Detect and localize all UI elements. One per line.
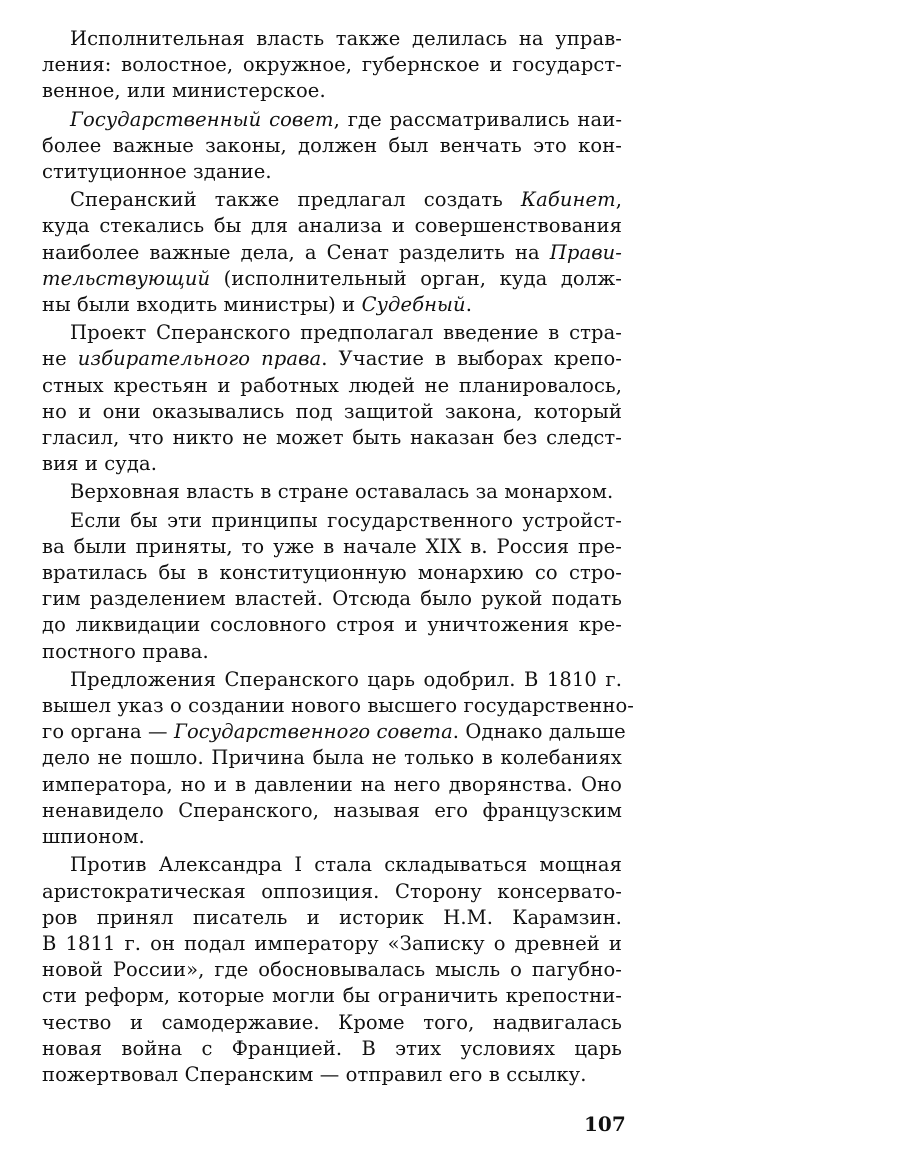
text-line [42, 213, 622, 239]
italic-term: Прави- [549, 240, 622, 264]
text-line [42, 639, 622, 665]
text-run: Предложения Сперанского царь одобрил. В 1810 г. [70, 667, 622, 691]
text-line [42, 586, 622, 612]
italic-term: тельствующий [42, 266, 211, 290]
text-line [42, 693, 634, 719]
text-run: куда стекались бы для анализа и совершенствования [42, 214, 622, 238]
text-line [42, 852, 622, 878]
text-line [42, 1062, 622, 1088]
paragraph [42, 479, 622, 505]
text-run: Исполнительная власть также делилась на управ- [70, 27, 622, 50]
text-run: , [615, 188, 622, 212]
text-run: го органа — [42, 720, 174, 744]
text-line [42, 133, 622, 159]
text-run: , где рассматривались наи- [333, 107, 623, 131]
text-run: ны были входить министры) и [42, 293, 362, 317]
text-line [42, 560, 622, 586]
text-run: императора, но и в давлении на него дворянства. Оно [42, 772, 622, 796]
text-run: аристократическая оппозиция. Сторону консервато- [42, 879, 622, 903]
text-run: гласил, что никто не может быть наказан без следст- [42, 426, 622, 450]
text-line [42, 745, 622, 771]
text-run: гим разделением властей. Отсюда было рукой подать [42, 587, 622, 611]
paragraph [42, 852, 622, 1088]
italic-term: Государственного совета [173, 720, 453, 744]
paragraph [42, 667, 634, 850]
text-run: шпионом. [42, 825, 145, 849]
text-line [42, 78, 622, 104]
text-run: Против Александра I стала складываться мощная [70, 853, 622, 877]
text-line [42, 905, 622, 931]
text-run: . Участие в выборах крепо- [321, 347, 622, 371]
text-run: вышел указ о создании нового высшего государственно- [42, 694, 634, 718]
text-line [42, 240, 622, 266]
text-run: сти реформ, которые могли бы ограничить крепостни- [42, 984, 622, 1008]
text-line [42, 798, 622, 824]
text-run: ституционное здание. [42, 160, 272, 184]
text-line [42, 26, 622, 52]
text-line [42, 187, 622, 213]
paragraph [42, 26, 622, 105]
text-line [42, 451, 622, 477]
text-run: пожертвовал Сперанским — отправил его в ссылку. [42, 1062, 587, 1086]
text-line [42, 957, 622, 983]
text-line [42, 107, 622, 133]
text-line [42, 508, 622, 534]
text-run: дело не пошло. Причина была не только в колебаниях [42, 746, 622, 770]
text-run: ления: волостное, окружное, губернское и государст- [42, 53, 622, 77]
paragraph [42, 187, 622, 318]
text-line [42, 346, 622, 372]
paragraph [42, 107, 622, 186]
paragraph [42, 508, 622, 665]
text-run: (исполнительный орган, куда долж- [210, 266, 622, 290]
text-line [42, 52, 622, 78]
text-run: В 1811 г. он подал императору «Записку о древней и [42, 931, 622, 955]
book-page-text [42, 26, 634, 1090]
text-run: ров принял писатель и историк Н.М. Карамзин. [42, 905, 622, 929]
text-run: наиболее важные дела, а Сенат разделить на [42, 240, 550, 264]
text-run: ненавидело Сперанского, называя его французским [42, 798, 622, 822]
text-run: . [465, 293, 472, 317]
italic-term: Государственный совет [70, 107, 334, 131]
text-line [42, 425, 622, 451]
italic-term: Кабинет [520, 188, 616, 212]
text-run: вия и суда. [42, 452, 157, 476]
text-line [42, 824, 622, 850]
text-run: Проект Сперанского предполагал введение в стра- [70, 321, 622, 345]
text-run: Верховная власть в стране оставалась за монархом. [70, 480, 614, 504]
text-run: вратилась бы в конституционную монархию со стро- [42, 561, 622, 585]
text-line [42, 479, 622, 505]
text-line [42, 612, 622, 638]
page-number: 107 [584, 1112, 626, 1136]
text-run: . Однако дальше [452, 720, 626, 744]
text-line [42, 159, 622, 185]
text-run: Сперанский также предлагал создать [70, 188, 521, 212]
text-line [42, 534, 622, 560]
text-line [42, 373, 622, 399]
text-line [42, 719, 626, 745]
text-run: не [42, 347, 78, 371]
text-line [42, 266, 622, 292]
text-run: венное, или министерское. [42, 79, 326, 103]
text-run: новая война с Францией. В этих условиях царь [42, 1036, 622, 1060]
text-line [42, 772, 622, 798]
italic-term: избирательного права [77, 347, 322, 371]
text-line [42, 1010, 622, 1036]
text-line [42, 1036, 622, 1062]
text-run: чество и самодержавие. Кроме того, надвигалась [42, 1010, 622, 1034]
text-line [42, 983, 622, 1009]
text-run: стных крестьян и работных людей не планировалось, [42, 373, 622, 397]
text-run: новой России», где обосновывалась мысль о пагубно- [42, 958, 622, 982]
text-line [42, 931, 622, 957]
text-line [42, 879, 622, 905]
text-line [42, 292, 622, 318]
text-run: более важные законы, должен был венчать это кон- [42, 133, 622, 157]
text-run: но и они оказывались под защитой закона, который [42, 399, 622, 423]
text-run: до ликвидации сословного строя и уничтожения кре- [42, 613, 622, 637]
text-run: ва были приняты, то уже в начале XIX в. Россия пре- [42, 534, 622, 558]
text-line [42, 399, 622, 425]
text-run: постного права. [42, 639, 209, 663]
text-line [42, 320, 622, 346]
text-line [42, 667, 622, 693]
italic-term: Судебный [361, 293, 466, 317]
paragraph [42, 320, 622, 477]
text-run: Если бы эти принципы государственного устройст- [70, 508, 622, 532]
